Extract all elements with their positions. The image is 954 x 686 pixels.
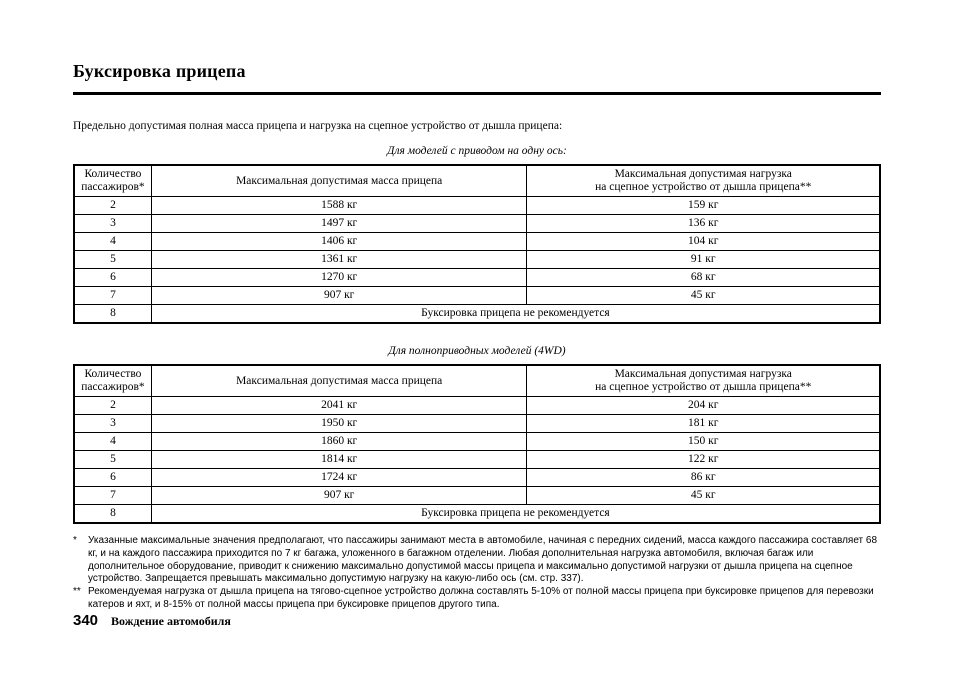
cell-passengers: 4 <box>74 433 151 451</box>
cell-passengers: 2 <box>74 197 151 215</box>
cell-mass: 1270 кг <box>151 269 527 287</box>
table-row <box>74 215 880 233</box>
table-caption-2wd: Для моделей с приводом на одну ось: <box>387 145 567 157</box>
table-row-no-towing <box>74 305 880 324</box>
cell-passengers: 3 <box>74 215 151 233</box>
header-max-load <box>527 365 880 397</box>
footnotes <box>73 535 881 612</box>
cell-load: 86 кг <box>527 469 880 487</box>
table-header-row <box>74 365 880 397</box>
cell-load: 159 кг <box>527 197 880 215</box>
table-row <box>74 451 880 469</box>
table-header-row <box>74 165 880 197</box>
cell-mass: 907 кг <box>151 487 527 505</box>
page-title: Буксировка прицепа <box>73 61 246 81</box>
header-max-load <box>527 165 880 197</box>
cell-passengers: 6 <box>74 469 151 487</box>
table-row-no-towing <box>74 505 880 524</box>
cell-passengers: 5 <box>74 251 151 269</box>
cell-load: 45 кг <box>527 287 880 305</box>
cell-passengers: 8 <box>74 305 151 324</box>
header-max-mass: Максимальная допустимая масса прицепа <box>151 165 527 197</box>
cell-load: 91 кг <box>527 251 880 269</box>
cell-load: 204 кг <box>527 397 880 415</box>
header-max-load-line1: Максимальная допустимая нагрузка <box>614 368 792 380</box>
intro-text: Предельно допустимая полная масса прицепа и нагрузка на сцепное устройство от дышла прицепа: <box>73 120 563 132</box>
cell-passengers: 7 <box>74 287 151 305</box>
header-passengers-line1: Количество <box>84 168 142 180</box>
table-row <box>74 287 880 305</box>
cell-no-towing-note: Буксировка прицепа не рекомендуется <box>151 505 880 524</box>
cell-passengers: 2 <box>74 397 151 415</box>
cell-passengers: 6 <box>74 269 151 287</box>
section-title: Вождение автомобиля <box>111 614 231 628</box>
header-max-load-line2: на сцепное устройство от дышла прицепа** <box>595 181 812 193</box>
cell-mass: 1406 кг <box>151 233 527 251</box>
page-number: 340 <box>73 612 99 629</box>
table-row <box>74 233 880 251</box>
cell-mass: 1361 кг <box>151 251 527 269</box>
cell-passengers: 5 <box>74 451 151 469</box>
cell-no-towing-note: Буксировка прицепа не рекомендуется <box>151 305 880 324</box>
cell-mass: 2041 кг <box>151 397 527 415</box>
cell-mass: 1860 кг <box>151 433 527 451</box>
table-row <box>74 397 880 415</box>
header-passengers-line1: Количество <box>84 368 142 380</box>
table-row <box>74 251 880 269</box>
cell-mass: 1950 кг <box>151 415 527 433</box>
header-max-load-line2: на сцепное устройство от дышла прицепа** <box>595 381 812 393</box>
footnote-text: Указанные максимальные значения предполагают, что пассажиры занимают места в автомобиле, начиная с передних сидений, масса каждого пассажира составляет 68 кг, и на каждого пассажира приходится по 7 кг багажа, уложенного в багажном отделении. Любая дополнительная нагрузка автомобиля, включая багаж или дополнительное оборудование, приводит к снижению максимально допустимой массы прицепа и максимально допустимой нагрузки от дышла прицепа на сцепное устройство. Запрещается превышать максимально допустимую нагрузку на какую-либо ось (см. стр. 337). <box>88 535 878 585</box>
cell-mass: 1724 кг <box>151 469 527 487</box>
cell-passengers: 4 <box>74 233 151 251</box>
trailer-table-4wd <box>73 364 881 524</box>
header-max-load-line1: Максимальная допустимая нагрузка <box>614 168 792 180</box>
trailer-table-2wd <box>73 164 881 324</box>
footnote-passengers <box>73 535 881 586</box>
page-content <box>73 0 881 612</box>
table-row <box>74 487 880 505</box>
table-caption-4wd: Для полноприводных моделей (4WD) <box>388 345 566 357</box>
table-row <box>74 433 880 451</box>
cell-mass: 1814 кг <box>151 451 527 469</box>
cell-load: 104 кг <box>527 233 880 251</box>
footnote-marker: ** <box>73 586 81 598</box>
cell-load: 181 кг <box>527 415 880 433</box>
header-passengers <box>74 365 151 397</box>
header-passengers <box>74 165 151 197</box>
cell-load: 136 кг <box>527 215 880 233</box>
title-rule <box>73 92 881 95</box>
cell-mass: 1497 кг <box>151 215 527 233</box>
cell-passengers: 3 <box>74 415 151 433</box>
footnote-marker: * <box>73 535 77 546</box>
footnote-text: Рекомендуемая нагрузка от дышла прицепа на тягово-сцепное устройство должна составлять 5-10% от полной массы прицепа при буксировке прицепов для перевозки катеров и яхт, и 8-15% от полной массы прицепа при буксировке прицепов другого типа. <box>88 586 874 610</box>
page-footer <box>73 612 231 629</box>
cell-load: 150 кг <box>527 433 880 451</box>
cell-passengers: 7 <box>74 487 151 505</box>
cell-mass: 1588 кг <box>151 197 527 215</box>
cell-load: 122 кг <box>527 451 880 469</box>
header-max-mass: Максимальная допустимая масса прицепа <box>151 365 527 397</box>
table-row <box>74 269 880 287</box>
footnote-tongue-load <box>73 586 881 612</box>
cell-load: 45 кг <box>527 487 880 505</box>
cell-passengers: 8 <box>74 505 151 524</box>
cell-load: 68 кг <box>527 269 880 287</box>
table-row <box>74 197 880 215</box>
header-passengers-line2: пассажиров* <box>81 381 145 393</box>
cell-mass: 907 кг <box>151 287 527 305</box>
table-row <box>74 469 880 487</box>
header-passengers-line2: пассажиров* <box>81 181 145 193</box>
table-row <box>74 415 880 433</box>
